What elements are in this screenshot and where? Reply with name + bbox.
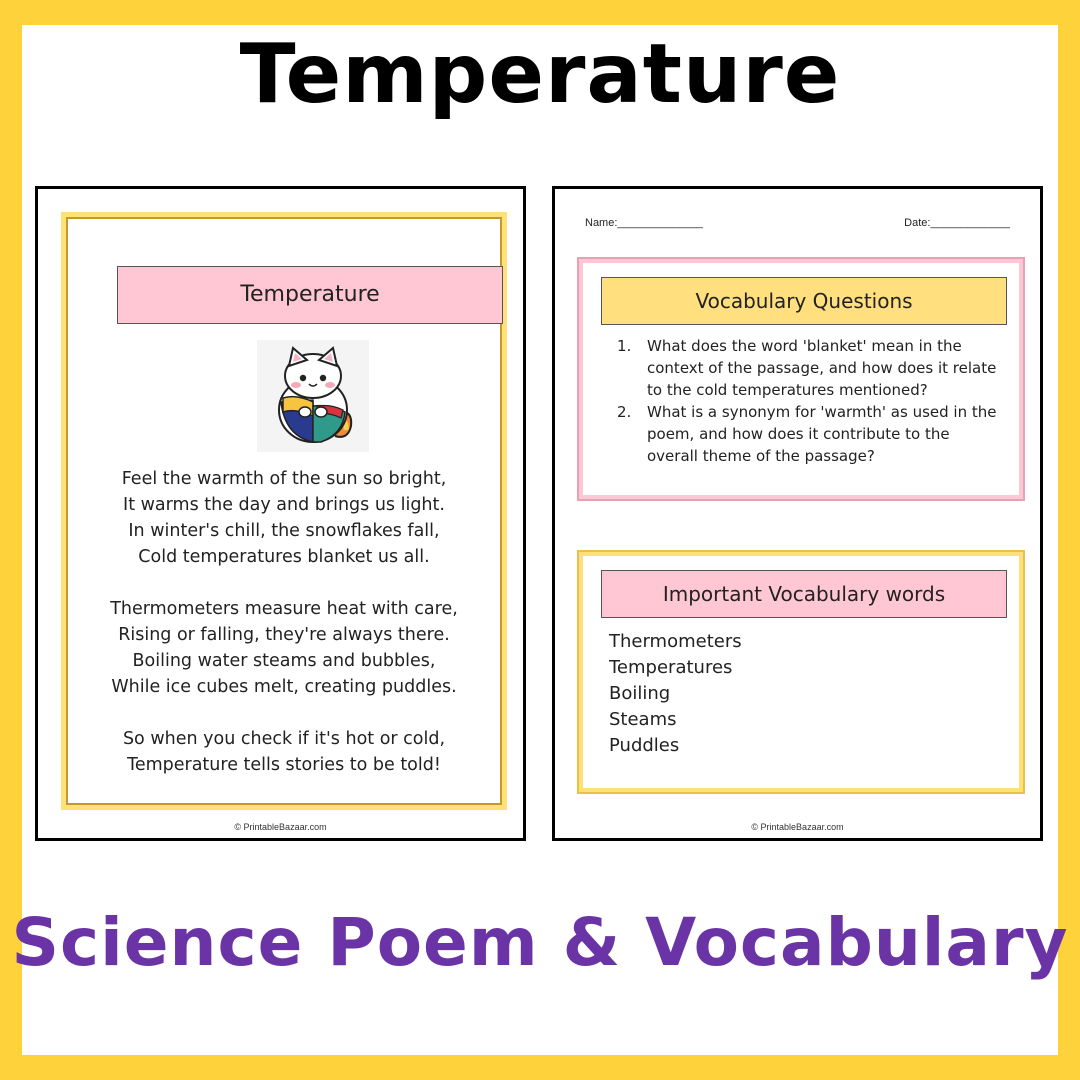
vocab-words-list [609, 629, 742, 759]
date-field: Date:_____________ [904, 217, 1010, 229]
vocab-word: Thermometers [609, 631, 742, 652]
poem-line: Boiling water steams and bubbles, [132, 651, 436, 671]
poem-line: So when you check if it's hot or cold, [122, 729, 446, 749]
poem-stanza [67, 726, 501, 778]
vocab-word: Temperatures [609, 657, 733, 678]
question-item [607, 335, 997, 401]
poem-line: Thermometers measure heat with care, [110, 599, 458, 619]
poem-line: While ice cubes melt, creating puddles. [111, 677, 457, 697]
copyright-footer: © PrintableBazaar.com [234, 822, 327, 832]
poem-line: Rising or falling, they're always there. [118, 625, 450, 645]
poem-title: Temperature [117, 266, 503, 324]
vocab-sheet [552, 186, 1043, 841]
page-subtitle: Science Poem & Vocabulary [11, 904, 1069, 981]
question-item [607, 401, 997, 467]
question-text: What is a synonym for 'warmth' as used in the poem, and how does it contribute to the overall theme of the passage? [647, 403, 997, 465]
poem-sheet [35, 186, 526, 841]
copyright-footer: © PrintableBazaar.com [751, 822, 844, 832]
questions-list [607, 335, 997, 467]
poem-line: It warms the day and brings us light. [123, 495, 445, 515]
cat-mascot-icon [257, 340, 369, 452]
vocab-words-frame [577, 550, 1025, 794]
poem-frame [61, 212, 507, 810]
poem-stanza [67, 596, 501, 700]
poem-stanza [67, 466, 501, 570]
poem-line: In winter's chill, the snowflakes fall, [128, 521, 440, 541]
poem-line: Temperature tells stories to be told! [127, 755, 441, 775]
vocab-word: Boiling [609, 683, 671, 704]
questions-frame [577, 257, 1025, 501]
question-number: 2. [617, 403, 632, 421]
vocab-word: Puddles [609, 735, 680, 756]
poem-line: Cold temperatures blanket us all. [138, 547, 430, 567]
vocab-words-title: Important Vocabulary words [601, 570, 1007, 618]
page-title: Temperature [239, 27, 841, 122]
poem-text [67, 466, 501, 804]
questions-title: Vocabulary Questions [601, 277, 1007, 325]
poem-line: Feel the warmth of the sun so bright, [121, 469, 447, 489]
question-text: What does the word 'blanket' mean in the context of the passage, and how does it relate to the cold temperatures mentioned? [647, 337, 997, 399]
question-number: 1. [617, 337, 632, 355]
name-field: Name:______________ [585, 217, 704, 229]
vocab-word: Steams [609, 709, 677, 730]
